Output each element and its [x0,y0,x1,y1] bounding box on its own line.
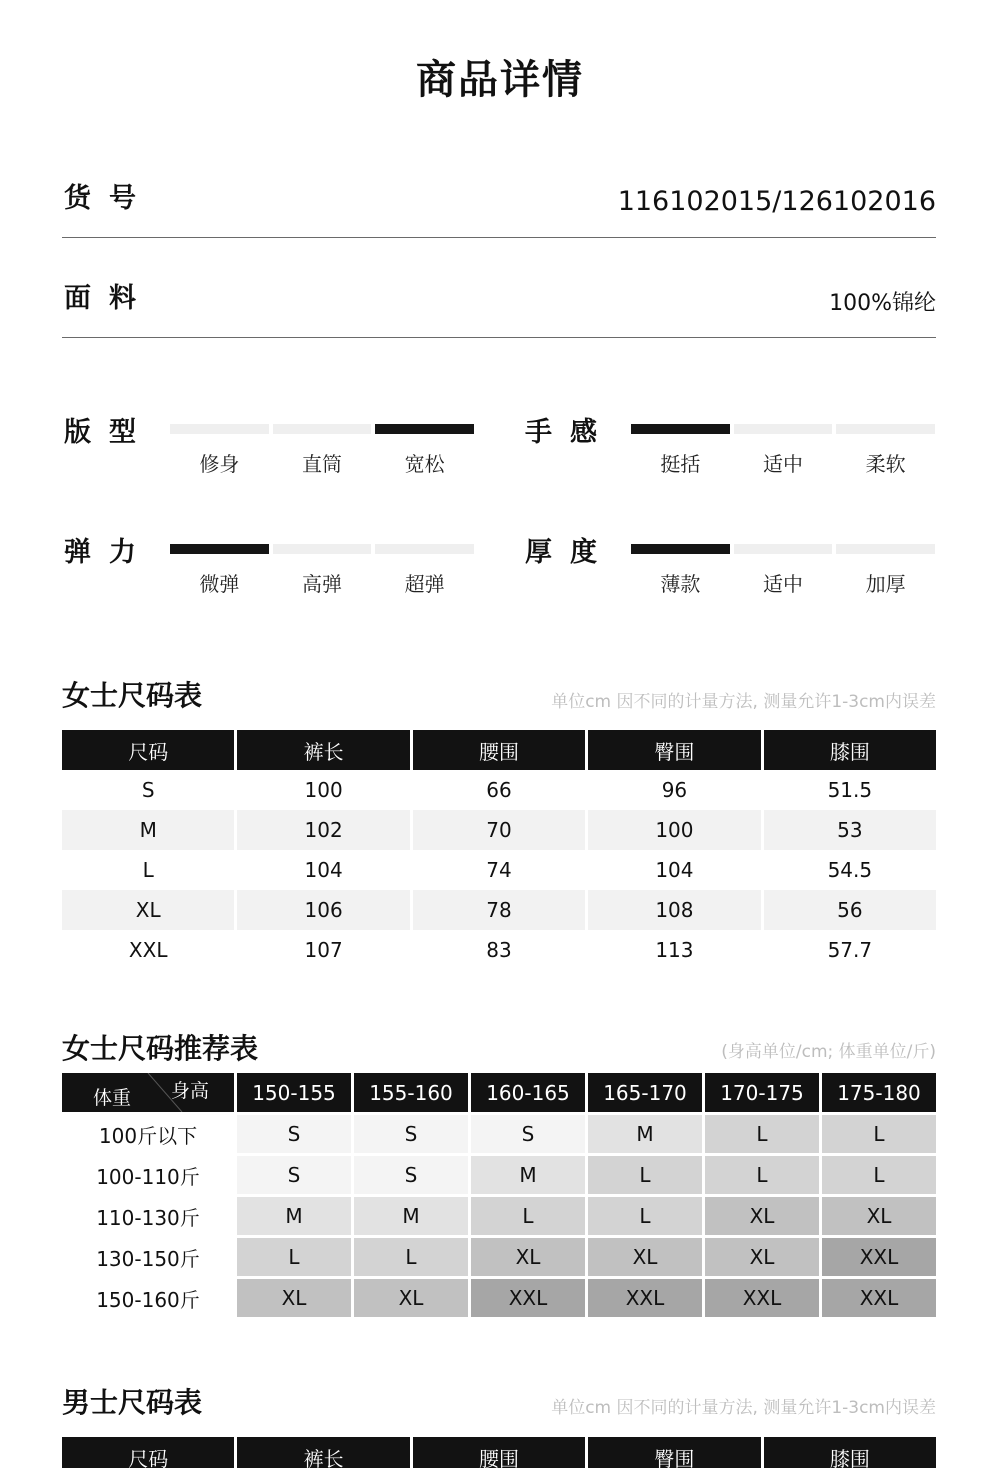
table-cell: L [142,858,154,882]
table-row [62,850,936,890]
table-row [62,890,936,930]
table-cell: 108 [588,890,760,930]
size-cell: XL [354,1279,468,1317]
weight-row-label: 110-130斤 [62,1197,234,1235]
height-column-header: 155-160 [354,1073,468,1112]
fabric-value: 100%锦纶 [829,291,936,316]
attr-hand-feel-option: 适中 [763,452,803,476]
attr-thickness-bar [631,544,935,554]
attr-elasticity-segment [273,544,372,554]
size-cell: L [705,1156,819,1194]
table-cell: 74 [486,858,512,882]
size-cell: L [237,1238,351,1276]
attr-fit-option: 修身 [199,452,240,476]
attr-thickness-label: 厚度 [525,537,615,568]
sku-label: 货号 [64,183,154,214]
column-header: 臀围 [588,730,760,770]
size-cell: XL [705,1197,819,1235]
women-size-table [62,730,936,970]
size-cell: M [588,1115,702,1153]
size-cell: L [471,1197,585,1235]
women-size-chart-note: 单位cm 因不同的计量方法, 测量允许1-3cm内误差 [551,692,936,712]
size-cell: XL [471,1238,585,1276]
table-header-row [62,730,936,770]
weight-row-label: 100-110斤 [62,1156,234,1194]
attr-hand-feel-option: 柔软 [865,452,906,476]
attr-elasticity-option: 高弹 [302,572,342,596]
size-cell: M [354,1197,468,1235]
size-cell: XXL [822,1279,936,1317]
height-column-header: 175-180 [822,1073,936,1112]
attr-elasticity-option: 超弹 [404,572,445,596]
table-row [62,770,936,810]
attr-elasticity-segment [375,544,474,554]
size-cell: XL [588,1238,702,1276]
size-cell: S [354,1115,468,1153]
attr-hand-feel-label: 手感 [525,417,615,448]
size-cell: L [705,1115,819,1153]
table-row [62,930,936,970]
size-cell: S [237,1115,351,1153]
weight-row-label: 100斤以下 [62,1115,234,1153]
table-cell: 70 [413,810,585,850]
table-cell: 100 [304,778,343,802]
men-size-table [62,1437,936,1468]
attr-hand-feel-segment [734,424,833,434]
table-cell: XL [62,890,234,930]
column-header: 膝围 [764,730,936,770]
size-cell: L [822,1115,936,1153]
table-row [62,1115,936,1153]
size-cell: XXL [822,1238,936,1276]
weight-row-label: 150-160斤 [62,1279,234,1317]
table-row [62,1197,936,1235]
table-cell: 83 [486,938,512,962]
table-row [62,1156,936,1194]
attr-thickness-option: 薄款 [660,572,701,596]
table-cell: XXL [128,938,168,962]
column-header: 臀围 [588,1437,760,1468]
table-header-row [62,1437,936,1468]
table-cell: 100 [588,810,760,850]
men-size-chart-note: 单位cm 因不同的计量方法, 测量允许1-3cm内误差 [551,1398,936,1418]
height-column-header: 160-165 [471,1073,585,1112]
women-recommend-chart-title: 女士尺码推荐表 [62,1032,259,1065]
attr-hand-feel [523,410,933,480]
attr-fit-option: 直筒 [302,452,342,476]
column-header: 尺码 [62,1437,234,1468]
table-cell: S [141,778,155,802]
fabric-row [62,238,936,338]
size-cell: L [354,1238,468,1276]
table-cell: 66 [486,778,512,802]
corner-weight-label: 体重 [93,1087,132,1109]
women-recommend-chart-note: (身高单位/cm; 体重单位/斤) [721,1042,936,1062]
attr-thickness-segment [836,544,935,554]
size-cell: S [237,1156,351,1194]
table-cell: 107 [304,938,343,962]
attr-elasticity-label: 弹力 [64,537,154,568]
column-header: 膝围 [764,1437,936,1468]
attr-hand-feel-segment [631,424,730,434]
corner-height-label: 身高 [170,1080,209,1102]
attr-fit-label: 版型 [64,417,154,448]
size-cell: L [588,1156,702,1194]
column-header: 裤长 [237,1437,409,1468]
height-column-header: 165-170 [588,1073,702,1112]
attr-thickness [523,530,933,600]
size-cell: L [588,1197,702,1235]
table-cell: 104 [655,858,694,882]
attr-elasticity-bar [170,544,474,554]
column-header: 裤长 [237,730,409,770]
table-row [62,810,936,850]
attr-fit-segment [375,424,474,434]
sku-row [62,138,936,238]
fabric-label: 面料 [64,283,154,314]
table-cell: 78 [413,890,585,930]
attr-thickness-segment [734,544,833,554]
attr-elasticity-segment [170,544,269,554]
table-cell: 96 [661,778,688,802]
table-row [62,1238,936,1276]
women-recommend-table [62,1073,936,1317]
size-cell: M [237,1197,351,1235]
size-cell: XXL [588,1279,702,1317]
size-cell: XXL [471,1279,585,1317]
table-cell: 57.7 [827,938,873,962]
size-cell: XL [705,1238,819,1276]
attr-thickness-option: 加厚 [865,572,906,596]
corner-header [62,1073,234,1112]
table-header-row [62,1073,936,1112]
page-title: 商品详情 [416,57,584,103]
attr-hand-feel-segment [836,424,935,434]
table-cell: 113 [655,938,694,962]
men-size-chart-title: 男士尺码表 [62,1386,203,1419]
attr-fit-option: 宽松 [404,452,445,476]
women-size-chart-title: 女士尺码表 [62,679,203,712]
table-cell: 54.5 [827,858,873,882]
attr-thickness-segment [631,544,730,554]
table-row [62,1279,936,1317]
size-cell: S [354,1156,468,1194]
weight-row-label: 130-150斤 [62,1238,234,1276]
size-cell: M [471,1156,585,1194]
attr-fit-bar [170,424,474,434]
table-cell: 106 [237,890,409,930]
attr-hand-feel-option: 挺括 [660,452,701,476]
attr-fit [62,410,472,480]
sku-value: 116102015/126102016 [617,186,936,217]
attr-elasticity [62,530,472,600]
attr-fit-segment [170,424,269,434]
size-cell: XXL [705,1279,819,1317]
table-cell: 56 [764,890,936,930]
attr-fit-segment [273,424,372,434]
table-cell: M [62,810,234,850]
table-cell: 51.5 [827,778,873,802]
size-cell: S [471,1115,585,1153]
height-column-header: 170-175 [705,1073,819,1112]
size-cell: XL [822,1197,936,1235]
size-cell: L [822,1156,936,1194]
column-header: 尺码 [62,730,234,770]
column-header: 腰围 [413,1437,585,1468]
column-header: 腰围 [413,730,585,770]
table-cell: 102 [237,810,409,850]
attr-elasticity-option: 微弹 [199,572,240,596]
height-column-header: 150-155 [237,1073,351,1112]
attr-thickness-option: 适中 [763,572,803,596]
size-cell: XL [237,1279,351,1317]
table-cell: 53 [764,810,936,850]
table-cell: 104 [304,858,343,882]
attr-hand-feel-bar [631,424,935,434]
